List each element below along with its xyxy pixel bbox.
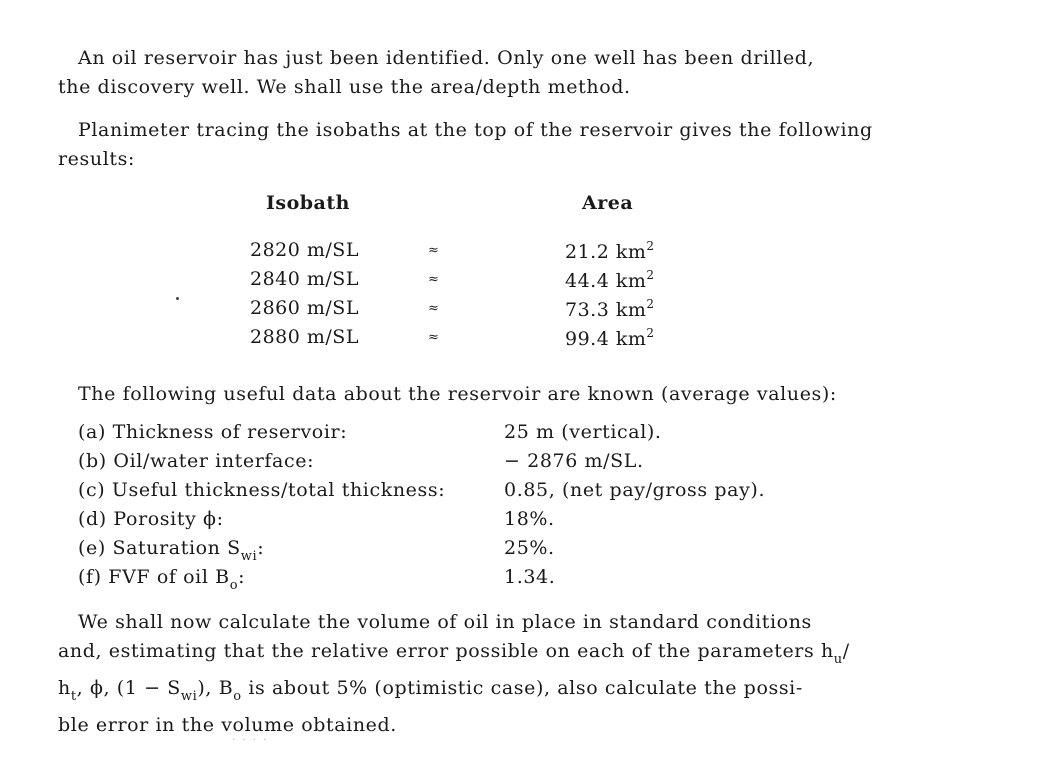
data-label [78,537,264,564]
table-row [200,297,720,326]
error-text: is about 5% (optimistic case), also calculate the possi- [241,677,803,699]
intro-line-2: the discovery well. We shall use the area/depth method. [58,76,631,98]
data-label-text: (e) Saturation S [78,537,241,559]
approx-symbol: ≈ [428,243,440,258]
isobath-cell: 2820 m/SL [250,239,359,261]
area-cell [565,297,655,321]
phi-swi-text: , ϕ, (1 − S [76,677,181,699]
data-value: 0.85, (net pay/gross pay). [504,479,766,501]
data-label: (b) Oil/water interface: [78,450,315,472]
data-label-subscript: o [229,578,239,593]
area-unit-exponent: 2 [646,326,655,340]
approx-symbol: ≈ [428,301,440,316]
data-label: (c) Useful thickness/total thickness: [78,479,446,501]
conclusion-paragraph [58,608,890,740]
isobath-cell: 2860 m/SL [250,297,359,319]
data-value: 18%. [504,508,555,530]
list-item [78,479,898,508]
table-row [200,326,720,355]
bo-text: ), B [197,677,234,699]
area-value: 73.3 km [565,299,647,321]
area-cell [565,326,655,350]
table-row [200,239,720,268]
area-header: Area [582,192,634,214]
intro-line-1: An oil reservoir has just been identified. Only one well has been drilled, [78,47,815,69]
ht-symbol: h [58,677,71,699]
conclusion-line-4: ble error in the volume obtained. [58,714,397,736]
planimeter-line-2: results: [58,148,135,170]
hu-subscript: u [833,652,843,667]
list-item [78,508,898,537]
planimeter-line-1: Planimeter tracing the isobaths at the top of the reservoir gives the following [78,119,873,141]
conclusion-line-2-text: and, estimating that the relative error possible on each of the parameters h [58,640,834,662]
conclusion-line-3 [58,674,890,711]
data-label [78,566,245,593]
area-cell [565,268,655,292]
area-unit-exponent: 2 [646,239,655,253]
area-unit-exponent: 2 [646,268,655,282]
area-value: 44.4 km [565,270,647,292]
data-label-colon: : [238,566,246,588]
conclusion-line-2: and, estimating that the relative error possible on each of the parameters $h_u/$ [58,640,850,667]
planimeter-paragraph [58,116,890,174]
list-item [78,537,898,566]
area-unit-exponent: 2 [646,297,655,311]
area-value: 99.4 km [565,328,647,350]
data-label-text: (f) FVF of oil B [78,566,230,588]
list-item [78,421,898,450]
list-item [78,450,898,479]
swi-subscript: wi [180,689,198,704]
intro-paragraph [58,44,890,102]
area-value: 21.2 km [565,241,647,263]
approx-symbol: ≈ [428,272,440,287]
table-row [200,268,720,297]
list-item [78,566,898,595]
stray-dot [176,297,179,300]
useful-data-heading [78,380,898,409]
scan-specks: · · · · [232,735,269,746]
data-value: 25%. [504,537,555,559]
data-value: 1.34. [504,566,556,588]
useful-data-line: The following useful data about the reservoir are known (average values): [78,383,837,405]
data-label-subscript: wi [240,549,258,564]
bo-subscript: o [233,689,242,704]
data-label: (d) Porosity ϕ: [78,508,224,530]
area-cell [565,239,655,263]
data-label-colon: : [257,537,265,559]
approx-symbol: ≈ [428,330,440,345]
ht-subscript: t [70,689,77,704]
isobath-cell: 2840 m/SL [250,268,359,290]
isobath-cell: 2880 m/SL [250,326,359,348]
conclusion-line-1: We shall now calculate the volume of oil in place in standard conditions [78,611,812,633]
data-value: 25 m (vertical). [504,421,662,443]
isobath-header: Isobath [266,192,350,214]
data-label: (a) Thickness of reservoir: [78,421,348,443]
data-value: − 2876 m/SL. [504,450,644,472]
